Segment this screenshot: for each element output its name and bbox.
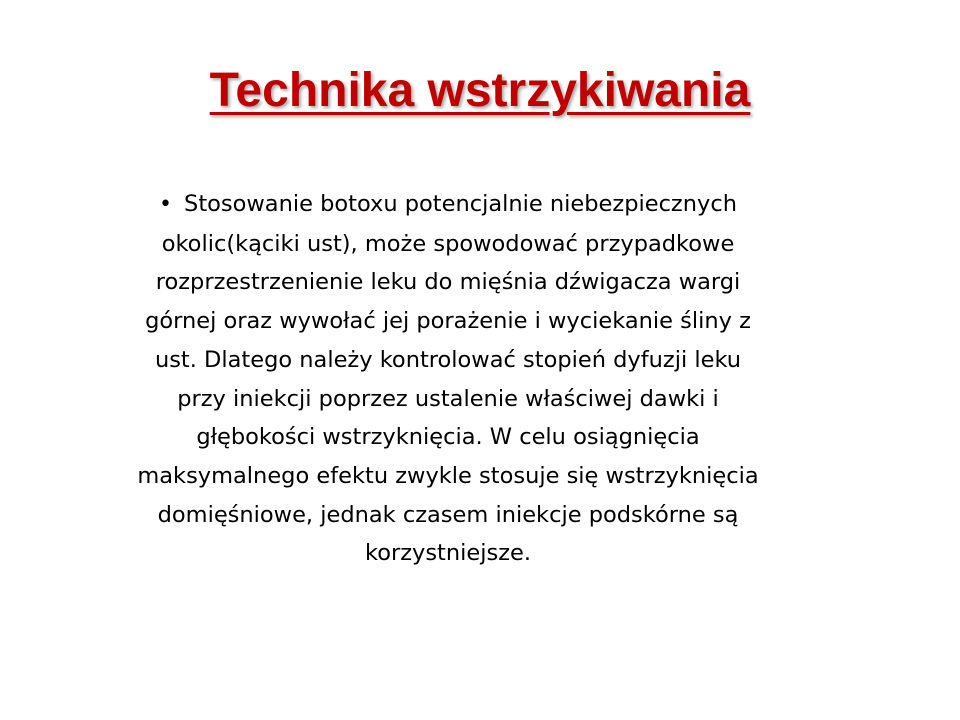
bullet-text: Stosowanie botoxu potencjalnie niebezpiecznych okolic(kąciki ust), może spowodować przypadkowe rozprzestrzenienie leku do mięśnia dźwigacza wargi górnej oraz wywołać jej porażenie i wyciekanie śliny z ust. Dlatego należy kontrolować stopień dyfuzji leku przy iniekcji poprzez ustalenie właściwej dawki i głębokości wstrzyknięcia. W celu osiągnięcia maksymalnego efektu zwykle stosuje się wstrzyknięcia domięśniowe, jednak czasem iniekcje podskórne są korzystniejsze. (137, 191, 759, 567)
bullet-paragraph (128, 185, 768, 573)
slide-title: Technika wstrzykiwania (209, 64, 751, 117)
bullet-icon: • (159, 192, 173, 217)
